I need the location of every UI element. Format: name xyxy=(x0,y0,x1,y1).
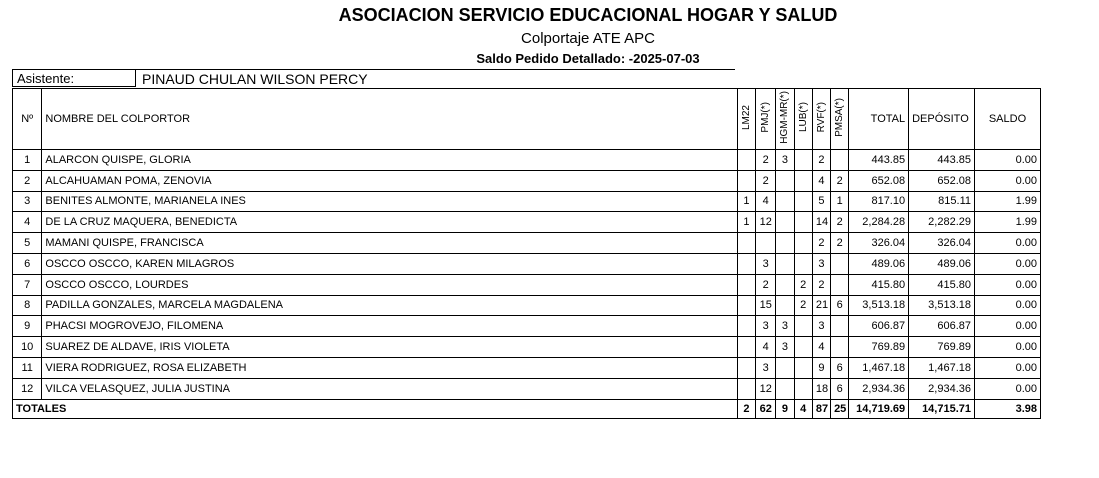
cell-pmj: 2 xyxy=(756,274,776,295)
cell-pmj: 4 xyxy=(756,337,776,358)
cell-total: 489.06 xyxy=(849,253,909,274)
cell-pmj: 12 xyxy=(756,212,776,233)
row-number: 8 xyxy=(13,295,42,316)
row-number: 6 xyxy=(13,253,42,274)
row-number: 12 xyxy=(13,378,42,399)
colportor-name xyxy=(42,378,737,399)
row-number: 4 xyxy=(13,212,42,233)
cell-hgm xyxy=(776,274,794,295)
col-header-lm22: LM22 xyxy=(737,89,755,150)
cell-pmsa xyxy=(831,337,849,358)
cell-pmj: 12 xyxy=(756,378,776,399)
col-header-name: NOMBRE DEL COLPORTOR xyxy=(42,89,737,150)
cell-rvf: 18 xyxy=(812,378,830,399)
assistant-row xyxy=(12,69,1041,88)
cell-saldo: 0.00 xyxy=(975,337,1041,358)
colportor-name-text: OSCCO OSCCO, KAREN MILAGROS xyxy=(45,257,235,270)
table-row xyxy=(13,170,1041,191)
cell-lm22 xyxy=(737,295,755,316)
cell-lm22 xyxy=(737,150,755,171)
assistant-label: Asistente: xyxy=(12,69,136,87)
cell-lub xyxy=(794,253,812,274)
cell-deposito: 3,513.18 xyxy=(909,295,975,316)
row-number: 5 xyxy=(13,233,42,254)
cell-deposito: 443.85 xyxy=(909,150,975,171)
cell-deposito: 415.80 xyxy=(909,274,975,295)
colportor-name-text: PHACSI MOGROVEJO, FILOMENA xyxy=(45,320,224,333)
cell-total: 2,284.28 xyxy=(849,212,909,233)
report-date-title: Saldo Pedido Detallado: -2025-07-03 xyxy=(476,51,700,66)
cell-lub xyxy=(794,170,812,191)
cell-rvf: 5 xyxy=(812,191,830,212)
cell-lub xyxy=(794,357,812,378)
cell-pmj: 3 xyxy=(756,316,776,337)
cell-total: 769.89 xyxy=(849,337,909,358)
col-header-hgm: HGM-MR(*) xyxy=(776,89,794,150)
table-row xyxy=(13,253,1041,274)
table-header-row xyxy=(13,89,1041,150)
col-header-saldo: SALDO xyxy=(975,89,1041,150)
cell-pmsa xyxy=(831,253,849,274)
colportor-name xyxy=(42,295,737,316)
cell-total: 1,467.18 xyxy=(849,357,909,378)
cell-lub xyxy=(794,212,812,233)
cell-saldo: 0.00 xyxy=(975,274,1041,295)
cell-saldo: 0.00 xyxy=(975,253,1041,274)
cell-pmj: 3 xyxy=(756,253,776,274)
colportor-name-text: VILCA VELASQUEZ, JULIA JUSTINA xyxy=(45,382,231,395)
cell-hgm xyxy=(776,170,794,191)
cell-hgm xyxy=(776,357,794,378)
cell-hgm xyxy=(776,233,794,254)
cell-rvf: 2 xyxy=(812,274,830,295)
row-number: 11 xyxy=(13,357,42,378)
cell-deposito: 326.04 xyxy=(909,233,975,254)
cell-saldo: 0.00 xyxy=(975,316,1041,337)
cell-total: 2,934.36 xyxy=(849,378,909,399)
row-number: 7 xyxy=(13,274,42,295)
colportor-name-text: DE LA CRUZ MAQUERA, BENEDICTA xyxy=(45,216,238,229)
table-row xyxy=(13,295,1041,316)
col-header-pmj: PMJ(*) xyxy=(756,89,776,150)
cell-rvf: 2 xyxy=(812,150,830,171)
cell-deposito: 2,934.36 xyxy=(909,378,975,399)
cell-rvf: 21 xyxy=(812,295,830,316)
cell-hgm xyxy=(776,212,794,233)
cell-pmj xyxy=(756,233,776,254)
colportor-name xyxy=(42,253,737,274)
cell-lm22 xyxy=(737,316,755,337)
cell-rvf: 2 xyxy=(812,233,830,254)
total-lm22: 2 xyxy=(737,399,755,418)
cell-saldo xyxy=(975,212,1041,233)
cell-rvf: 9 xyxy=(812,357,830,378)
cell-deposito: 489.06 xyxy=(909,253,975,274)
organization-title: ASOCIACION SERVICIO EDUCACIONAL HOGAR Y SALUD xyxy=(338,5,838,25)
cell-rvf: 3 xyxy=(812,316,830,337)
total-hgm: 9 xyxy=(776,399,794,418)
cell-lm22: 1 xyxy=(737,212,755,233)
cell-deposito: 606.87 xyxy=(909,316,975,337)
table-row xyxy=(13,233,1041,254)
cell-deposito: 2,282.29 xyxy=(909,212,975,233)
cell-lub xyxy=(794,378,812,399)
cell-pmsa: 6 xyxy=(831,295,849,316)
cell-rvf: 14 xyxy=(812,212,830,233)
cell-saldo: 0.00 xyxy=(975,357,1041,378)
total-pmj: 62 xyxy=(756,399,776,418)
cell-deposito: 815.11 xyxy=(909,191,975,212)
colportor-name-text: BENITES ALMONTE, MARIANELA INES xyxy=(45,195,246,208)
report-subtitle: Colportaje ATE APC xyxy=(521,30,655,47)
row-number: 2 xyxy=(13,170,42,191)
total-total: 14,719.69 xyxy=(849,399,909,418)
totals-row xyxy=(13,399,1041,418)
cell-lub xyxy=(794,191,812,212)
table-row xyxy=(13,316,1041,337)
cell-lm22 xyxy=(737,170,755,191)
cell-hgm xyxy=(776,295,794,316)
table-row xyxy=(13,337,1041,358)
cell-pmsa xyxy=(831,274,849,295)
colportor-name xyxy=(42,274,737,295)
cell-total: 443.85 xyxy=(849,150,909,171)
cell-total: 326.04 xyxy=(849,233,909,254)
colportor-name xyxy=(42,150,737,171)
colportor-name-text: VIERA RODRIGUEZ, ROSA ELIZABETH xyxy=(45,361,247,374)
colportor-name-text: ALCAHUAMAN POMA, ZENOVIA xyxy=(45,174,212,187)
cell-pmj: 15 xyxy=(756,295,776,316)
cell-lm22 xyxy=(737,253,755,274)
totals-label: TOTALES xyxy=(13,399,738,418)
cell-deposito: 1,467.18 xyxy=(909,357,975,378)
cell-saldo: 0.00 xyxy=(975,170,1041,191)
cell-lm22 xyxy=(737,378,755,399)
row-number: 3 xyxy=(13,191,42,212)
colportor-name xyxy=(42,233,737,254)
cell-lm22: 1 xyxy=(737,191,755,212)
cell-pmsa: 2 xyxy=(831,212,849,233)
cell-hgm xyxy=(776,253,794,274)
saldo-highlight: 1.99 xyxy=(1015,216,1037,229)
cell-pmj: 2 xyxy=(756,170,776,191)
saldo-highlight: 1.99 xyxy=(1015,195,1037,208)
row-number: 9 xyxy=(13,316,42,337)
cell-pmsa xyxy=(831,316,849,337)
colportor-name xyxy=(42,170,737,191)
total-lub: 4 xyxy=(794,399,812,418)
colportor-name-text: PADILLA GONZALES, MARCELA MAGDALENA xyxy=(45,299,283,312)
cell-deposito: 769.89 xyxy=(909,337,975,358)
cell-lm22 xyxy=(737,233,755,254)
col-header-deposito: DEPÓSITO xyxy=(909,89,975,150)
colportor-name-text: MAMANI QUISPE, FRANCISCA xyxy=(45,237,204,250)
col-header-num: Nº xyxy=(13,89,42,150)
colportor-name xyxy=(42,212,737,233)
cell-hgm: 3 xyxy=(776,337,794,358)
table-row xyxy=(13,357,1041,378)
cell-rvf: 3 xyxy=(812,253,830,274)
cell-rvf: 4 xyxy=(812,337,830,358)
col-header-lub: LUB(*) xyxy=(794,89,812,150)
cell-saldo: 0.00 xyxy=(975,233,1041,254)
colportor-name-text: SUAREZ DE ALDAVE, IRIS VIOLETA xyxy=(45,341,230,354)
cell-pmj: 4 xyxy=(756,191,776,212)
cell-saldo: 0.00 xyxy=(975,150,1041,171)
colportor-name xyxy=(42,357,737,378)
cell-hgm xyxy=(776,378,794,399)
row-number: 10 xyxy=(13,337,42,358)
cell-lm22 xyxy=(737,357,755,378)
colportor-name-text: ALARCON QUISPE, GLORIA xyxy=(45,153,191,166)
cell-saldo xyxy=(975,191,1041,212)
cell-pmsa: 1 xyxy=(831,191,849,212)
cell-lub: 2 xyxy=(794,295,812,316)
cell-total: 652.08 xyxy=(849,170,909,191)
cell-total: 606.87 xyxy=(849,316,909,337)
table-row xyxy=(13,191,1041,212)
total-rvf: 87 xyxy=(812,399,830,418)
cell-pmsa: 6 xyxy=(831,378,849,399)
table-row xyxy=(13,212,1041,233)
colportor-name xyxy=(42,316,737,337)
cell-lub xyxy=(794,233,812,254)
cell-pmj: 3 xyxy=(756,357,776,378)
col-header-total: TOTAL xyxy=(849,89,909,150)
cell-lub: 2 xyxy=(794,274,812,295)
table-row xyxy=(13,150,1041,171)
colportor-name xyxy=(42,191,737,212)
colportor-name-text: OSCCO OSCCO, LOURDES xyxy=(45,278,189,291)
cell-deposito: 652.08 xyxy=(909,170,975,191)
cell-saldo: 0.00 xyxy=(975,295,1041,316)
cell-hgm: 3 xyxy=(776,150,794,171)
cell-total: 415.80 xyxy=(849,274,909,295)
cell-hgm xyxy=(776,191,794,212)
row-number: 1 xyxy=(13,150,42,171)
cell-lm22 xyxy=(737,274,755,295)
cell-pmsa: 2 xyxy=(831,170,849,191)
cell-rvf: 4 xyxy=(812,170,830,191)
cell-total: 3,513.18 xyxy=(849,295,909,316)
cell-lub xyxy=(794,337,812,358)
cell-pmsa: 2 xyxy=(831,233,849,254)
cell-lm22 xyxy=(737,337,755,358)
total-deposito: 14,715.71 xyxy=(909,399,975,418)
total-pmsa: 25 xyxy=(831,399,849,418)
cell-lub xyxy=(794,150,812,171)
cell-hgm: 3 xyxy=(776,316,794,337)
colportor-name xyxy=(42,337,737,358)
cell-pmj: 2 xyxy=(756,150,776,171)
assistant-name: PINAUD CHULAN WILSON PERCY xyxy=(135,69,735,87)
cell-pmsa xyxy=(831,150,849,171)
col-header-pmsa: PMSA(*) xyxy=(831,89,849,150)
col-header-rvf: RVF(*) xyxy=(812,89,830,150)
total-saldo: 3.98 xyxy=(975,399,1041,418)
cell-total: 817.10 xyxy=(849,191,909,212)
table-row xyxy=(13,378,1041,399)
colportor-table xyxy=(12,88,1041,419)
cell-pmsa: 6 xyxy=(831,357,849,378)
cell-lub xyxy=(794,316,812,337)
table-row xyxy=(13,274,1041,295)
cell-saldo: 0.00 xyxy=(975,378,1041,399)
